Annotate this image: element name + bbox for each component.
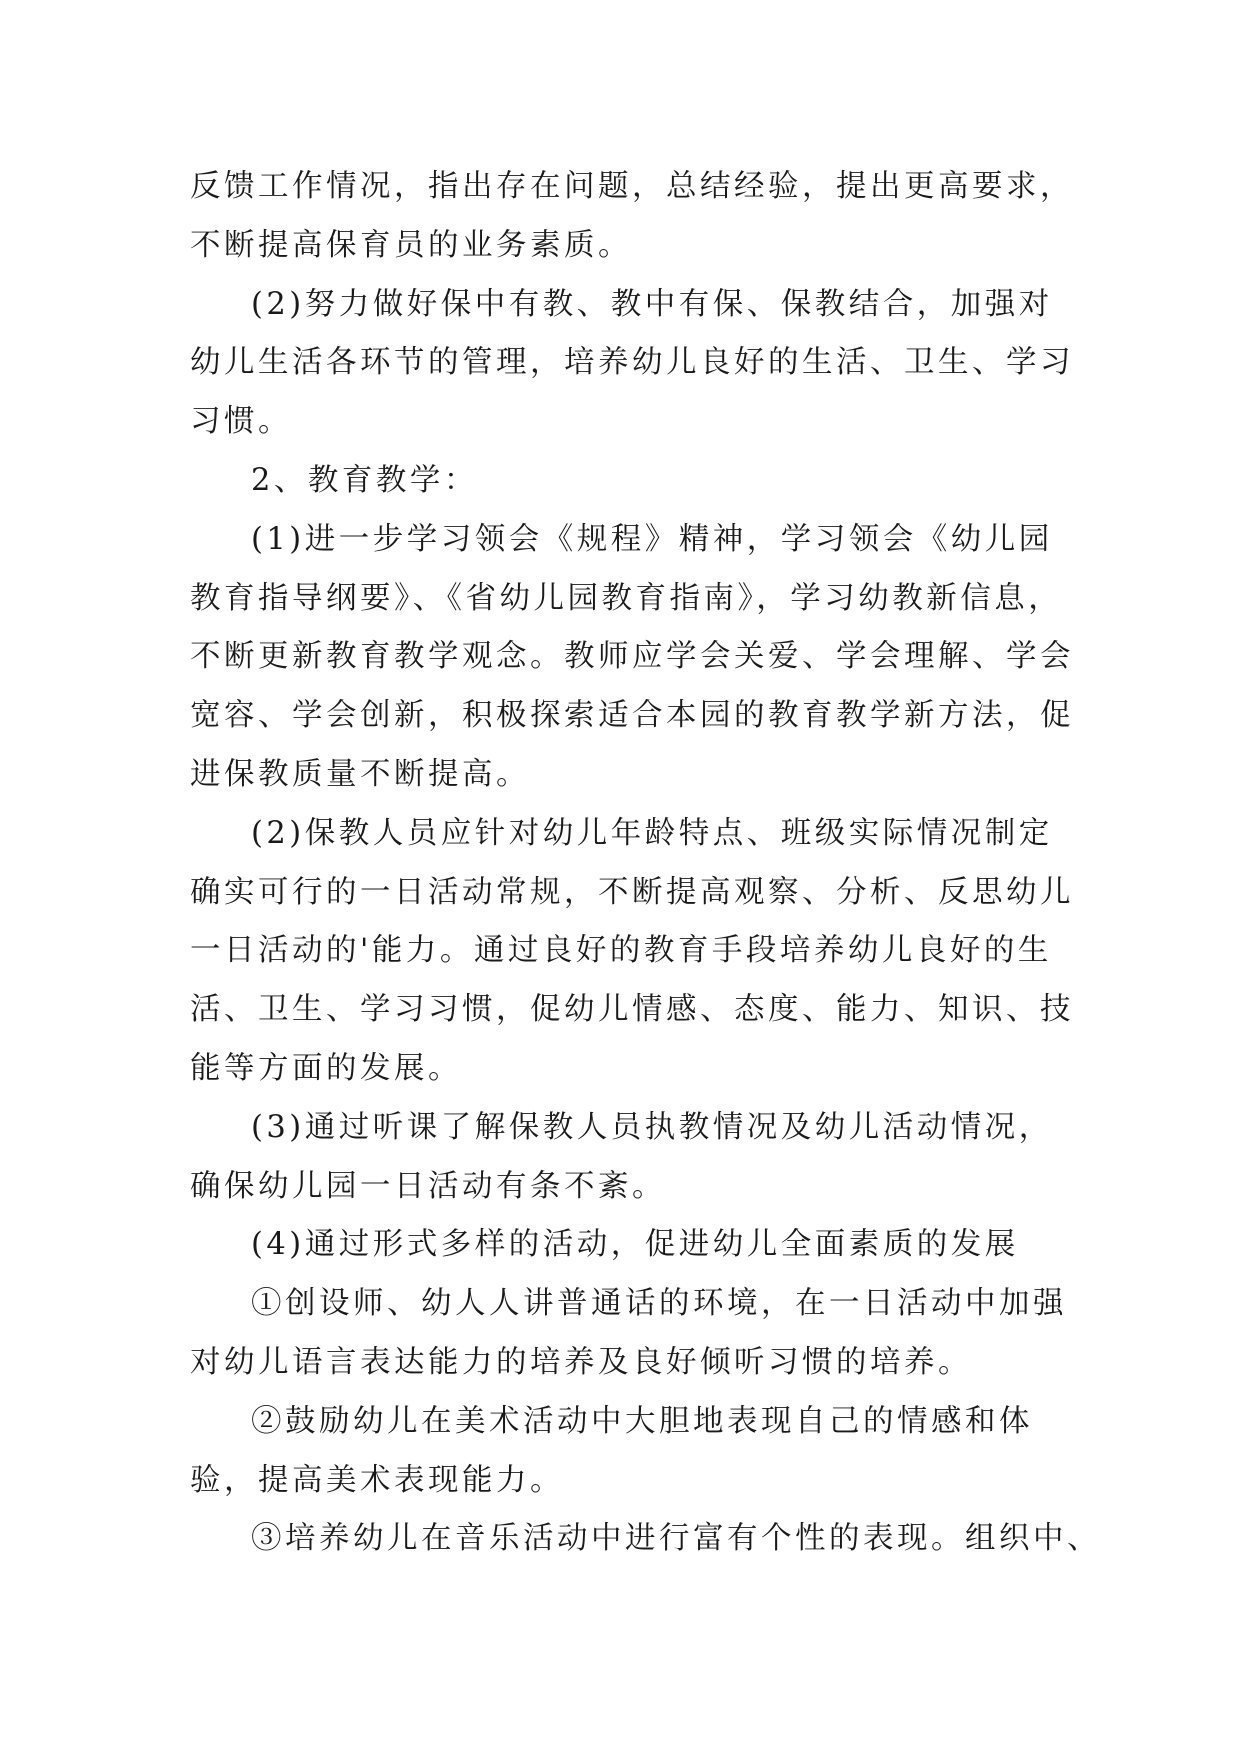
- text-line: (4)通过形式多样的活动，促进幼儿全面素质的发展: [251, 1227, 1019, 1263]
- document-body: [190, 158, 1101, 1569]
- text-line: 不断更新教育教学观念。教师应学会关爱、学会理解、学会: [190, 639, 1074, 675]
- section-heading: 2、教育教学：: [251, 462, 478, 498]
- text-line: 一日活动的'能力。通过良好的教育手段培养幼儿良好的生: [190, 933, 1052, 969]
- text-line: (2)保教人员应针对幼儿年龄特点、班级实际情况制定: [251, 815, 1053, 851]
- text-line: (3)通过听课了解保教人员执教情况及幼儿活动情况，: [251, 1109, 1053, 1145]
- text-line: 确实可行的一日活动常规，不断提高观察、分析、反思幼儿: [190, 874, 1074, 910]
- text-line: 活、卫生、学习习惯，促幼儿情感、态度、能力、知识、技: [190, 992, 1074, 1028]
- text-line: 确保幼儿园一日活动有条不紊。: [190, 1168, 666, 1204]
- text-line: 能等方面的发展。: [190, 1050, 462, 1086]
- text-line: 验，提高美术表现能力。: [190, 1462, 564, 1498]
- text-line: (2)努力做好保中有教、教中有保、保教结合，加强对: [251, 286, 1053, 322]
- text-line: 宽容、学会创新，积极探索适合本园的教育教学新方法，促: [190, 698, 1074, 734]
- text-line: ③培养幼儿在音乐活动中进行富有个性的表现。组织中、: [251, 1521, 1101, 1557]
- text-line: 进保教质量不断提高。: [190, 756, 530, 792]
- text-line: ②鼓励幼儿在美术活动中大胆地表现自己的情感和体: [251, 1403, 1033, 1439]
- text-line: 反馈工作情况，指出存在问题，总结经验，提出更高要求，: [190, 169, 1074, 204]
- text-line: 教育指导纲要》、《省幼儿园教育指南》，学习幼教新信息，: [190, 580, 1063, 616]
- text-line: 幼儿生活各环节的管理，培养幼儿良好的生活、卫生、学习: [190, 345, 1074, 381]
- text-line: 不断提高保育员的业务素质。: [190, 227, 632, 263]
- text-line: (1)进一步学习领会《规程》精神，学习领会《幼儿园: [251, 521, 1053, 557]
- text-line: 习惯。: [190, 404, 292, 440]
- text-line: ①创设师、幼人人讲普通话的环境，在一日活动中加强: [251, 1286, 1067, 1322]
- text-line: 对幼儿语言表达能力的培养及良好倾听习惯的培养。: [190, 1344, 972, 1380]
